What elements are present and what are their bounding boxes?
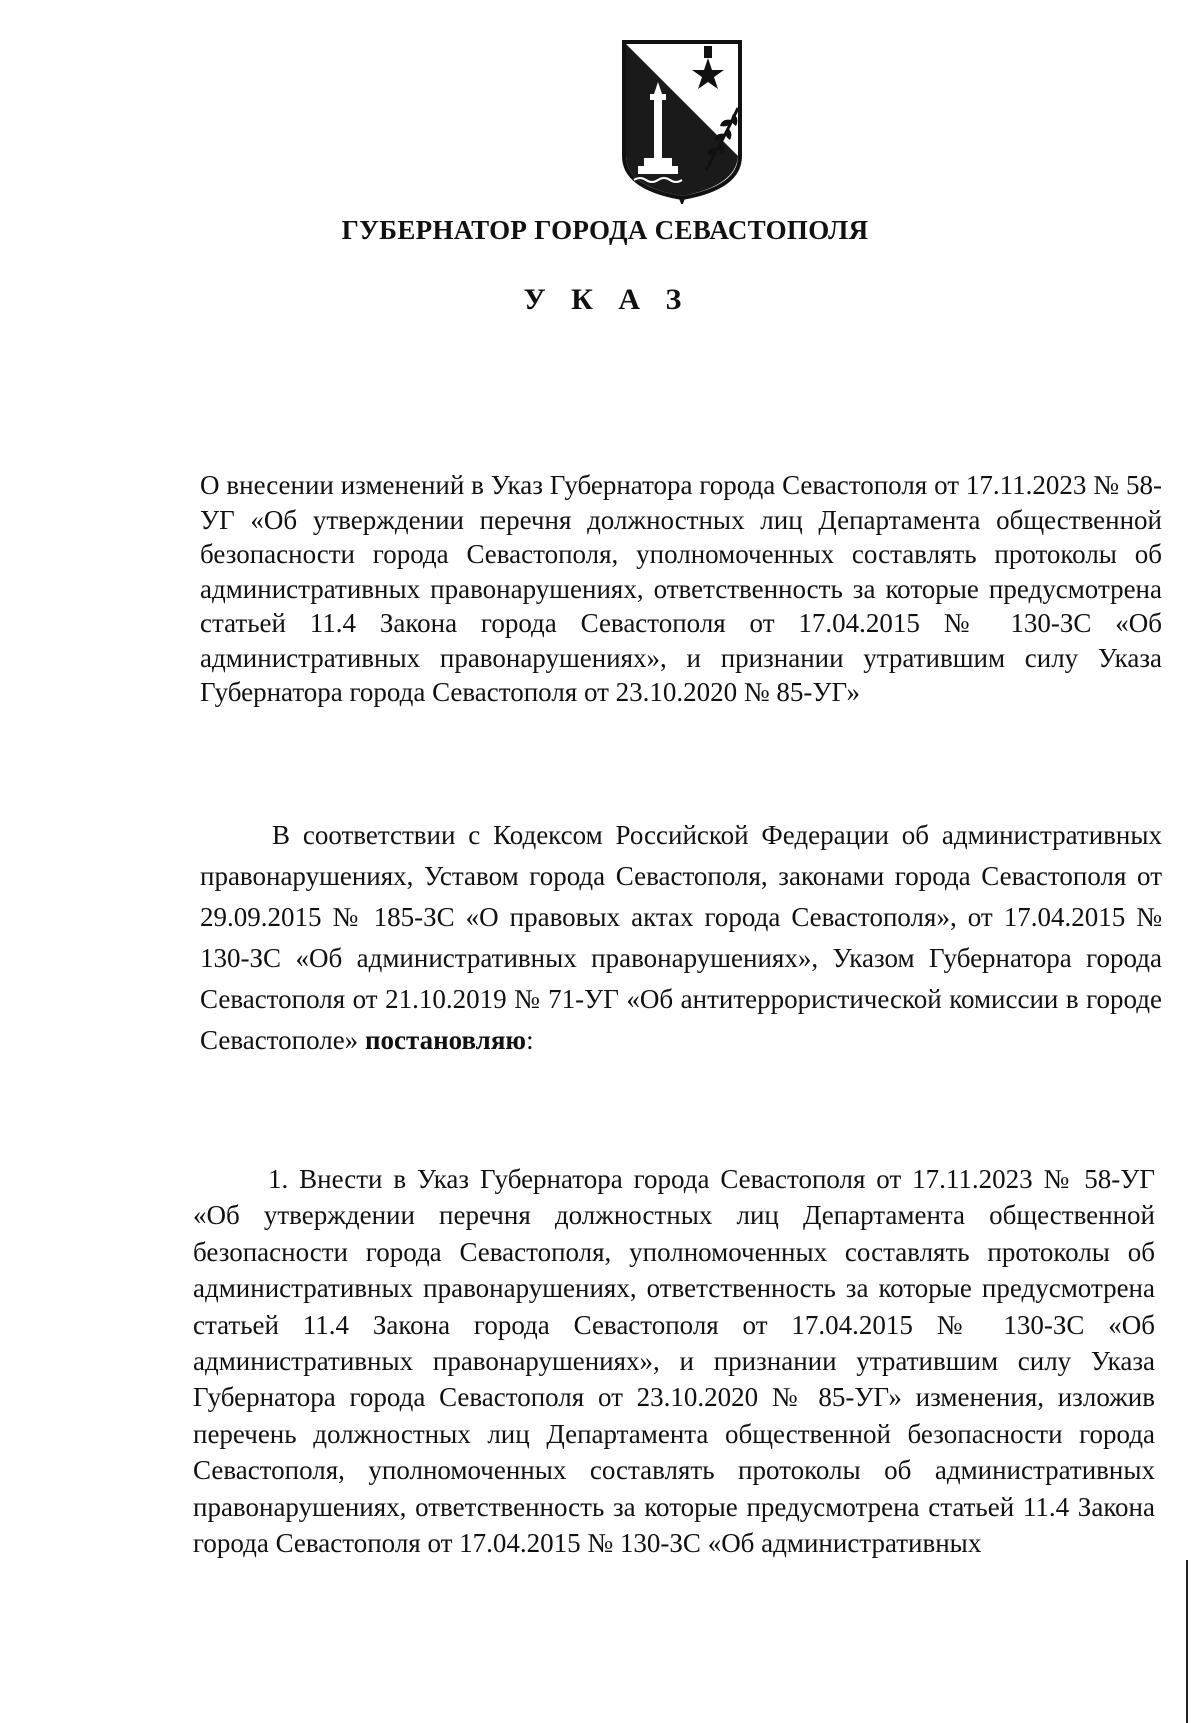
- document-type: У К А З: [523, 283, 691, 316]
- scan-edge-line: [1186, 1560, 1188, 1723]
- item-1-paragraph: 1. Внести в Указ Губернатора города Севастополя от 17.11.2023 № 58-УГ «Об утверждении перечня должностных лиц Департамента общественной безопасности города Севастополя, уполномоченных составлять протоколы об административных правонарушениях, ответственность за которые предусмотрена статьей 11.4 Закона города Севастополя от 17.04.2015 № 130-ЗС «Об административных правонарушениях», и признании утратившим силу Указа Губернатора города Севастополя от 23.10.2020 № 85-УГ» изменения, изложив перечень должностных лиц Департамента общественной безопасности города Севастополя, уполномоченных составлять протоколы об административных правонарушениях, ответственность за которые предусмотрена статьей 11.4 Закона города Севастополя от 17.04.2015 № 130-ЗС «Об административных: [193, 1164, 1155, 1559]
- preamble-colon: :: [526, 1025, 534, 1055]
- office-title: ГУБЕРНАТОР ГОРОДА СЕВАСТОПОЛЯ: [341, 215, 869, 245]
- document-title-paragraph: О внесении изменений в Указ Губернатора города Севастополя от 17.11.2023 № 58-УГ «Об утверждении перечня должностных лиц Департамента общественной безопасности города Севастополя, уполномоченных составлять протоколы об административных правонарушениях, ответственность за которые предусмотрена статьей 11.4 Закона города Севастополя от 17.04.2015 № 130-ЗС «Об административных правонарушениях», и признании утратившим силу Указа Губернатора города Севастополя от 23.10.2020 № 85-УГ»: [200, 470, 1162, 707]
- sevastopol-coat-of-arms-icon: [620, 38, 744, 204]
- preamble-paragraph: [200, 815, 1162, 1061]
- preamble-decision: постановляю: [364, 1025, 527, 1055]
- preamble-text: В соответствии с Кодексом Российской Федерации об административных правонарушениях, Уставом города Севастополя, законами города Севастополя от 29.09.2015 № 185-ЗС «О правовых актах города Севастополя», от 17.04.2015 № 130-ЗС «Об административных правонарушениях», Указом Губернатора города Севастополя от 21.10.2019 № 71-УГ «Об антитеррористической комиссии в городе Севастополе»: [200, 820, 1162, 1055]
- document-heading: [0, 210, 1200, 322]
